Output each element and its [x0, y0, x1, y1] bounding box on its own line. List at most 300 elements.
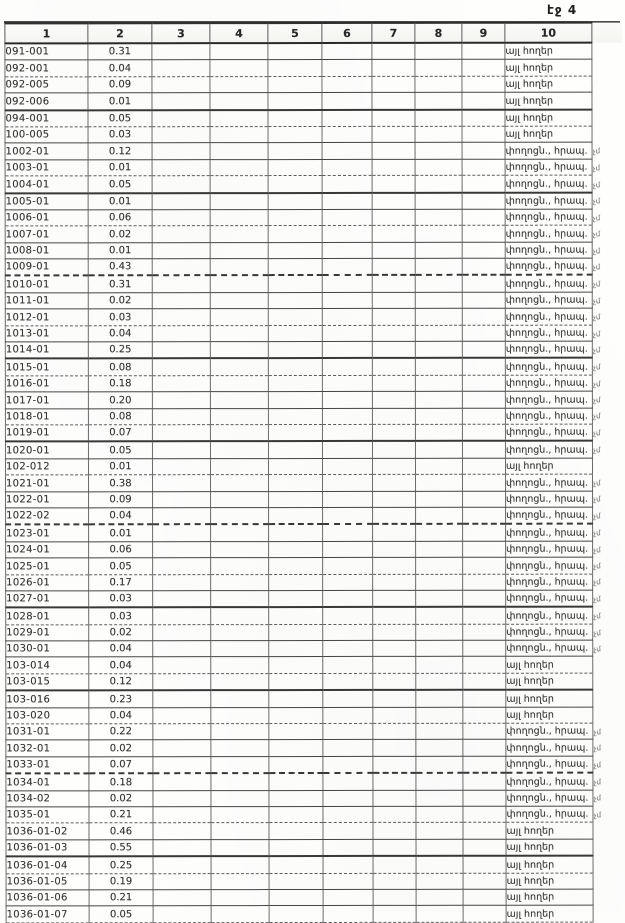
cell-parcel-code: 1034-02	[6, 790, 89, 807]
margin-note: չմ	[593, 611, 602, 621]
cell-empty-8	[416, 574, 463, 590]
cell-empty-7	[372, 292, 415, 308]
cell-land-category: փողոցն., հրապ.	[505, 358, 592, 375]
table-row	[6, 822, 623, 839]
margin-note: չմ	[593, 727, 602, 737]
table-row	[5, 424, 622, 442]
cell-land-category: այլ հողեր	[506, 873, 593, 890]
margin-note: չմ	[592, 312, 601, 322]
cell-land-category: այլ հողեր	[505, 43, 592, 60]
table-row	[5, 441, 622, 459]
margin-note: չմ	[592, 478, 601, 488]
margin-note	[592, 458, 622, 474]
table-row	[5, 325, 622, 342]
cell-empty-9	[462, 143, 505, 159]
cell-empty-6	[323, 707, 373, 723]
cell-land-category: այլ հողեր	[505, 109, 592, 126]
table-body	[5, 43, 623, 923]
margin-note: չմ	[592, 263, 601, 273]
cell-empty-5	[269, 690, 323, 707]
cell-area-value: 0.12	[88, 143, 152, 159]
cell-parcel-code: 1036-01-07	[6, 906, 89, 923]
cell-area-value: 0.20	[88, 392, 152, 408]
cell-empty-5	[269, 673, 323, 690]
cell-empty-3	[152, 325, 210, 341]
table-row	[5, 175, 622, 193]
cell-empty-3	[152, 193, 210, 210]
cell-empty-6	[322, 192, 372, 209]
cell-parcel-code: 103-020	[6, 707, 89, 724]
cell-empty-9	[462, 192, 505, 209]
cell-empty-4	[211, 475, 269, 491]
cell-empty-6	[322, 275, 372, 292]
margin-note: չմ	[592, 545, 601, 555]
cell-area-value: 0.07	[89, 757, 153, 774]
cell-empty-9	[462, 126, 505, 142]
cell-empty-3	[153, 856, 211, 873]
cell-empty-6	[323, 756, 373, 773]
cell-empty-9	[463, 557, 506, 573]
cell-empty-4	[211, 607, 269, 624]
cell-area-value: 0.31	[88, 43, 152, 60]
cell-parcel-code: 1006-01	[5, 210, 88, 227]
cell-empty-7	[373, 873, 416, 889]
cell-land-category: փողոցն., հրապ.	[506, 524, 593, 541]
cell-area-value: 0.22	[89, 724, 153, 740]
cell-area-value: 0.02	[88, 226, 152, 242]
cell-empty-5	[269, 624, 323, 640]
cell-empty-8	[415, 226, 462, 242]
cell-empty-5	[269, 756, 323, 773]
cell-empty-8	[415, 441, 462, 458]
cell-empty-4	[210, 441, 268, 458]
table-row	[5, 391, 622, 408]
cell-empty-4	[210, 408, 268, 424]
cell-area-value: 0.04	[89, 707, 153, 723]
cell-empty-6	[323, 624, 373, 640]
cell-area-value: 0.55	[89, 839, 153, 856]
cell-empty-6	[323, 906, 373, 922]
column-header-3: 3	[152, 23, 210, 43]
cell-parcel-code: 1035-01	[6, 807, 89, 824]
cell-area-value: 0.09	[89, 491, 153, 507]
cell-land-category: փողոցն., հրապ.	[505, 391, 592, 408]
cell-empty-8	[416, 740, 463, 756]
cell-empty-6	[323, 690, 373, 707]
cell-area-value: 0.19	[89, 873, 153, 889]
cell-parcel-code: 1028-01	[6, 608, 89, 625]
cell-land-category: այլ հողեր	[506, 822, 593, 839]
cell-empty-7	[372, 375, 415, 391]
cell-empty-7	[373, 756, 416, 773]
cell-parcel-code: 1007-01	[5, 226, 88, 243]
cell-empty-6	[323, 607, 373, 624]
cell-empty-7	[372, 341, 415, 358]
table-row	[5, 258, 622, 276]
cell-empty-6	[322, 375, 372, 391]
table-row	[6, 557, 623, 574]
cell-empty-7	[373, 740, 416, 756]
cell-empty-4	[211, 856, 269, 873]
cell-empty-5	[269, 574, 323, 590]
cell-land-category: փողոցն., հրապ.	[506, 607, 593, 624]
cell-empty-4	[210, 242, 268, 258]
cell-empty-4	[211, 590, 269, 607]
cell-empty-9	[462, 292, 505, 308]
table-row	[6, 707, 623, 724]
cell-empty-6	[323, 740, 373, 756]
cell-empty-5	[268, 392, 322, 408]
cell-empty-6	[323, 873, 373, 889]
cell-land-category: փողոցն., հրապ.	[506, 491, 593, 508]
cell-area-value: 0.25	[89, 856, 153, 873]
table-row	[5, 242, 622, 259]
cell-empty-9	[462, 308, 505, 324]
margin-note	[592, 43, 622, 60]
cell-empty-4	[211, 657, 269, 673]
cell-empty-5	[269, 707, 323, 723]
cell-parcel-code: 100-005	[5, 127, 88, 144]
cell-empty-3	[153, 673, 211, 690]
cell-land-category: փողոցն., հրապ.	[506, 541, 593, 558]
cell-empty-7	[373, 773, 416, 790]
cell-empty-9	[463, 524, 506, 541]
cell-empty-5	[269, 889, 323, 905]
cell-empty-3	[152, 309, 210, 325]
cell-empty-5	[268, 209, 322, 225]
margin-note: չմ	[592, 362, 601, 372]
cell-parcel-code: 103-014	[6, 657, 89, 674]
cell-empty-8	[416, 507, 463, 524]
cell-empty-3	[152, 259, 210, 276]
cell-empty-5	[269, 491, 323, 507]
margin-header-spacer	[592, 23, 622, 43]
cell-empty-8	[416, 806, 463, 822]
cell-empty-9	[462, 76, 505, 92]
cell-empty-6	[322, 159, 372, 175]
cell-area-value: 0.01	[88, 93, 152, 110]
cell-empty-3	[153, 641, 211, 657]
cell-empty-6	[323, 839, 373, 856]
cell-area-value: 0.01	[89, 525, 153, 542]
cell-empty-7	[372, 242, 415, 258]
margin-note: չմ	[592, 163, 601, 173]
cell-parcel-code: 1021-01	[6, 475, 89, 492]
cell-empty-6	[323, 541, 373, 557]
cell-empty-8	[415, 341, 462, 358]
cell-land-category: այլ հողեր	[505, 126, 592, 143]
cell-empty-7	[373, 690, 416, 707]
cell-empty-4	[211, 690, 269, 707]
cell-parcel-code: 1036-01-02	[6, 823, 89, 840]
cell-empty-7	[373, 590, 416, 607]
cell-empty-8	[415, 309, 462, 325]
cell-empty-7	[372, 458, 415, 474]
cell-empty-4	[211, 491, 269, 507]
cell-empty-4	[211, 641, 269, 657]
cell-empty-9	[463, 491, 506, 507]
cell-empty-5	[269, 641, 323, 657]
margin-note: չմ	[592, 511, 601, 521]
cell-empty-9	[463, 723, 506, 739]
table-row	[6, 640, 623, 657]
cell-empty-4	[210, 226, 268, 242]
cell-empty-4	[211, 624, 269, 640]
cell-empty-5	[269, 790, 323, 806]
cell-empty-8	[415, 408, 462, 424]
cell-empty-9	[462, 424, 505, 441]
cell-area-value: 0.09	[88, 77, 152, 93]
cell-empty-8	[415, 325, 462, 341]
cell-empty-9	[462, 92, 505, 109]
margin-note: չմ	[592, 197, 601, 207]
column-header-4: 4	[210, 23, 268, 43]
cell-empty-5	[269, 541, 323, 557]
cell-area-value: 0.01	[88, 159, 152, 175]
cell-area-value: 0.18	[89, 773, 153, 790]
cell-empty-3	[153, 756, 211, 773]
cell-land-category: փողոցն., հրապ.	[506, 590, 593, 607]
cell-parcel-code: 1020-01	[5, 442, 88, 459]
cell-area-value: 0.03	[89, 608, 153, 625]
cell-empty-4	[210, 60, 268, 76]
cell-empty-4	[210, 392, 268, 408]
table-row	[5, 43, 622, 61]
cell-empty-8	[416, 474, 463, 490]
margin-note: չմ	[592, 395, 601, 405]
margin-note: չմ	[592, 180, 601, 190]
table-row	[6, 873, 623, 890]
cell-empty-5	[268, 424, 322, 441]
cell-empty-8	[415, 76, 462, 92]
cell-empty-8	[415, 275, 462, 292]
cell-empty-5	[269, 740, 323, 756]
table-row	[6, 574, 623, 591]
table-row	[6, 491, 623, 508]
cell-empty-7	[373, 657, 416, 673]
cell-empty-4	[210, 159, 268, 175]
margin-note: չմ	[593, 777, 602, 787]
cell-empty-4	[211, 508, 269, 525]
table-row	[6, 624, 623, 641]
cell-empty-7	[373, 624, 416, 640]
cell-empty-9	[463, 673, 506, 690]
cell-parcel-code: 1024-01	[6, 542, 89, 559]
cell-empty-3	[152, 143, 210, 159]
cell-parcel-code: 1036-01-05	[6, 873, 89, 890]
cell-land-category: փողոցն., հրապ.	[506, 740, 593, 757]
cell-land-category: այլ հողեր	[506, 673, 593, 690]
margin-note	[593, 839, 623, 856]
cell-empty-9	[463, 590, 506, 607]
cell-empty-8	[416, 491, 463, 507]
cell-empty-4	[210, 375, 268, 391]
margin-note: չմ	[593, 644, 602, 654]
cell-empty-9	[462, 341, 505, 358]
cell-empty-5	[268, 176, 322, 193]
cell-empty-9	[463, 707, 506, 723]
cell-empty-4	[211, 906, 269, 922]
cell-empty-6	[323, 673, 373, 690]
cell-empty-8	[415, 126, 462, 142]
table-row	[6, 524, 623, 542]
cell-empty-8	[415, 458, 462, 474]
margin-note: չմ	[592, 528, 601, 538]
cell-empty-7	[373, 823, 416, 839]
cell-empty-9	[462, 391, 505, 407]
table-row	[5, 275, 622, 293]
cell-empty-6	[322, 176, 372, 193]
cell-empty-3	[152, 176, 210, 193]
table-row	[5, 109, 622, 127]
cell-parcel-code: 1005-01	[5, 193, 88, 210]
cell-land-category: փողոցն., հրապ.	[506, 790, 593, 807]
table-row	[5, 192, 622, 210]
cell-empty-5	[269, 724, 323, 740]
cell-empty-5	[268, 143, 322, 159]
margin-note	[592, 126, 622, 142]
cell-area-value: 0.06	[89, 541, 153, 557]
cell-empty-7	[373, 856, 416, 873]
cell-empty-3	[153, 773, 211, 790]
table-row	[5, 92, 622, 110]
cell-empty-8	[415, 60, 462, 76]
table-row	[5, 159, 622, 176]
margin-note	[593, 873, 623, 889]
cell-empty-7	[373, 906, 416, 922]
cell-empty-3	[153, 790, 211, 806]
cell-empty-6	[323, 640, 373, 656]
cell-empty-7	[372, 226, 415, 242]
cell-empty-8	[415, 109, 462, 126]
cell-empty-6	[323, 856, 373, 873]
margin-note: չմ	[592, 428, 601, 439]
cell-empty-7	[372, 209, 415, 225]
cell-empty-3	[153, 624, 211, 640]
table-row	[5, 209, 622, 226]
cell-empty-7	[373, 557, 416, 573]
cell-parcel-code: 091-001	[5, 43, 88, 60]
cell-empty-7	[373, 806, 416, 822]
cell-empty-5	[269, 657, 323, 673]
cell-parcel-code: 1026-01	[6, 574, 89, 591]
cell-empty-3	[153, 491, 211, 507]
table-row	[6, 590, 623, 608]
cell-empty-3	[153, 475, 211, 491]
margin-note	[593, 822, 623, 838]
margin-note: չմ	[592, 146, 601, 156]
cell-parcel-code: 103-015	[6, 674, 89, 691]
table-row	[5, 142, 622, 159]
margin-note: չմ	[593, 594, 602, 604]
cell-empty-7	[373, 673, 416, 690]
cell-empty-8	[415, 43, 462, 60]
cell-land-category: այլ հողեր	[506, 707, 593, 724]
cell-empty-9	[463, 823, 506, 839]
cell-empty-6	[322, 458, 372, 474]
cell-empty-6	[322, 126, 372, 142]
cell-area-value: 0.18	[88, 376, 152, 392]
margin-note: չմ	[592, 412, 601, 422]
cell-empty-4	[211, 873, 269, 889]
cell-empty-6	[322, 143, 372, 159]
cell-empty-9	[462, 258, 505, 275]
cell-empty-3	[152, 242, 210, 258]
cell-empty-5	[268, 458, 322, 474]
column-header-10: 10	[505, 23, 592, 43]
margin-note: չմ	[592, 229, 601, 239]
cell-empty-6	[322, 292, 372, 308]
cell-land-category: այլ հողեր	[506, 839, 593, 856]
margin-note: չմ	[592, 379, 601, 389]
cell-land-category: այլ հողեր	[506, 905, 593, 922]
cell-empty-9	[462, 209, 505, 225]
cell-parcel-code: 092-001	[5, 60, 88, 77]
cell-empty-5	[268, 375, 322, 391]
cell-empty-9	[462, 242, 505, 258]
cell-empty-9	[462, 458, 505, 474]
cell-empty-3	[153, 574, 211, 590]
cell-empty-9	[462, 43, 505, 60]
cell-parcel-code: 1036-01-03	[6, 840, 89, 857]
cell-area-value: 0.04	[89, 641, 153, 657]
cell-parcel-code: 1032-01	[6, 740, 89, 757]
cell-parcel-code: 1034-01	[6, 774, 89, 791]
cell-area-value: 0.02	[88, 293, 152, 309]
table-row	[6, 889, 623, 906]
margin-note: չմ	[592, 495, 601, 505]
cell-land-category: փողոցն., հրապ.	[506, 557, 593, 574]
cell-empty-8	[415, 209, 462, 225]
cell-empty-3	[152, 60, 210, 76]
cell-empty-5	[269, 558, 323, 574]
table-row	[5, 408, 622, 425]
cell-parcel-code: 1015-01	[5, 359, 88, 376]
cell-empty-6	[322, 441, 372, 458]
cell-empty-4	[210, 93, 268, 110]
cell-land-category: փողոցն., հրապ.	[505, 375, 592, 392]
cell-parcel-code: 1027-01	[6, 591, 89, 608]
cell-area-value: 0.43	[88, 259, 152, 276]
cell-land-category: այլ հողեր	[505, 76, 592, 93]
cell-parcel-code: 1023-01	[6, 525, 89, 542]
cell-empty-7	[373, 491, 416, 507]
cell-empty-6	[323, 558, 373, 574]
cell-land-category: փողոցն., հրապ.	[505, 275, 592, 292]
cell-empty-7	[372, 309, 415, 325]
cell-empty-4	[210, 276, 268, 293]
margin-note: չմ	[592, 561, 601, 571]
cell-land-category: փողոցն., հրապ.	[506, 756, 593, 773]
cell-area-value: 0.04	[89, 508, 153, 525]
cell-empty-5	[268, 76, 322, 92]
cell-empty-7	[372, 275, 415, 292]
cell-empty-4	[210, 193, 268, 210]
cell-area-value: 0.21	[89, 807, 153, 823]
cell-empty-8	[416, 541, 463, 557]
cell-empty-8	[415, 175, 462, 192]
cell-empty-3	[152, 408, 210, 424]
cell-area-value: 0.05	[89, 558, 153, 574]
table-row	[6, 673, 623, 691]
cell-land-category: փողոցն., հրապ.	[505, 424, 592, 441]
cell-empty-9	[463, 690, 506, 707]
cell-empty-6	[322, 242, 372, 258]
cell-empty-5	[269, 873, 323, 889]
cell-land-category: փողոցն., հրապ.	[505, 142, 592, 159]
cell-empty-6	[323, 889, 373, 905]
cell-empty-3	[152, 76, 210, 92]
